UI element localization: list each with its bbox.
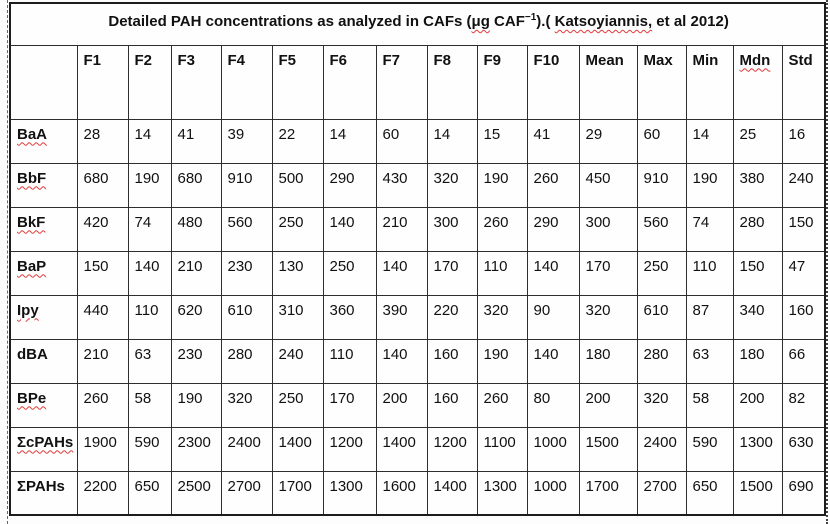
data-cell: 150	[77, 251, 128, 295]
data-cell: 66	[782, 339, 825, 383]
data-cell: 610	[637, 295, 686, 339]
data-cell: 320	[221, 383, 272, 427]
data-cell: 390	[376, 295, 427, 339]
row-label-cell	[10, 471, 77, 515]
data-cell: 22	[272, 119, 323, 163]
data-cell: 1000	[527, 471, 579, 515]
data-cell: 1700	[579, 471, 637, 515]
data-cell: 140	[323, 207, 376, 251]
column-header-label: Mdn	[739, 51, 771, 69]
data-cell: 250	[272, 383, 323, 427]
data-cell: 180	[733, 339, 782, 383]
data-cell: 63	[686, 339, 733, 383]
column-header-label: F9	[483, 51, 502, 69]
table-body	[10, 119, 825, 515]
data-cell: 170	[579, 251, 637, 295]
data-cell: 280	[637, 339, 686, 383]
table-row	[10, 427, 825, 471]
data-cell: 60	[637, 119, 686, 163]
data-cell: 2200	[77, 471, 128, 515]
title-superscript: −1	[524, 12, 537, 23]
data-cell: 250	[272, 207, 323, 251]
data-cell: 420	[77, 207, 128, 251]
data-cell: 1900	[77, 427, 128, 471]
data-cell: 180	[579, 339, 637, 383]
data-cell: 560	[637, 207, 686, 251]
data-cell: 380	[733, 163, 782, 207]
data-cell: 480	[171, 207, 221, 251]
data-cell: 320	[579, 295, 637, 339]
data-cell: 60	[376, 119, 427, 163]
table-row	[10, 207, 825, 251]
data-cell: 290	[527, 207, 579, 251]
column-header-label: F2	[134, 51, 153, 69]
row-label-cell	[10, 383, 77, 427]
data-cell: 250	[323, 251, 376, 295]
table-row	[10, 471, 825, 515]
data-cell: 110	[477, 251, 527, 295]
row-label: dBA	[17, 345, 48, 363]
column-header-label: F8	[433, 51, 452, 69]
row-label: BaA	[17, 125, 48, 143]
header-row	[10, 45, 825, 119]
data-cell: 430	[376, 163, 427, 207]
data-cell: 300	[579, 207, 637, 251]
data-cell: 28	[77, 119, 128, 163]
data-cell: 160	[427, 383, 477, 427]
row-label-cell	[10, 163, 77, 207]
data-cell: 910	[221, 163, 272, 207]
column-header-label: F6	[329, 51, 348, 69]
data-cell: 160	[782, 295, 825, 339]
row-label-cell	[10, 251, 77, 295]
data-cell: 240	[782, 163, 825, 207]
data-cell: 1200	[427, 427, 477, 471]
data-cell: 200	[733, 383, 782, 427]
data-cell: 650	[128, 471, 171, 515]
column-header-f10	[527, 45, 579, 119]
column-header-f5	[272, 45, 323, 119]
column-header-label: F5	[278, 51, 297, 69]
data-cell: 41	[171, 119, 221, 163]
data-cell: 1400	[376, 427, 427, 471]
column-header-label: Min	[692, 51, 719, 69]
row-label: BPe	[17, 389, 47, 407]
data-cell: 47	[782, 251, 825, 295]
row-label: BaP	[17, 257, 47, 275]
data-cell: 110	[323, 339, 376, 383]
column-header-label: Max	[643, 51, 673, 69]
table-row	[10, 251, 825, 295]
data-cell: 190	[477, 163, 527, 207]
data-cell: 680	[171, 163, 221, 207]
data-cell: 14	[323, 119, 376, 163]
data-cell: 260	[77, 383, 128, 427]
data-cell: 200	[376, 383, 427, 427]
data-cell: 130	[272, 251, 323, 295]
column-header-f9	[477, 45, 527, 119]
column-header-max	[637, 45, 686, 119]
data-cell: 1300	[733, 427, 782, 471]
column-header-label: F3	[177, 51, 196, 69]
data-cell: 58	[686, 383, 733, 427]
data-cell: 2300	[171, 427, 221, 471]
data-cell: 190	[171, 383, 221, 427]
data-cell: 29	[579, 119, 637, 163]
column-header-mean	[579, 45, 637, 119]
data-cell: 14	[686, 119, 733, 163]
data-cell: 2500	[171, 471, 221, 515]
data-cell: 560	[221, 207, 272, 251]
data-cell: 190	[686, 163, 733, 207]
data-cell: 1300	[323, 471, 376, 515]
title-citation: Katsoyiannis,	[554, 13, 653, 30]
data-cell: 500	[272, 163, 323, 207]
data-cell: 90	[527, 295, 579, 339]
data-cell: 620	[171, 295, 221, 339]
data-cell: 220	[427, 295, 477, 339]
data-cell: 15	[477, 119, 527, 163]
column-header-f2	[128, 45, 171, 119]
row-label-cell	[10, 119, 77, 163]
title-text: Detailed PAH concentrations as analyzed in CAFs (	[108, 13, 472, 30]
data-cell: 450	[579, 163, 637, 207]
data-cell: 170	[323, 383, 376, 427]
table-row	[10, 119, 825, 163]
data-cell: 200	[579, 383, 637, 427]
data-cell: 25	[733, 119, 782, 163]
data-cell: 690	[782, 471, 825, 515]
data-cell: 2700	[637, 471, 686, 515]
data-cell: 1400	[427, 471, 477, 515]
data-cell: 260	[477, 383, 527, 427]
data-cell: 16	[782, 119, 825, 163]
data-cell: 190	[477, 339, 527, 383]
title-suffix: et al 2012)	[652, 13, 729, 30]
data-cell: 290	[323, 163, 376, 207]
data-cell: 340	[733, 295, 782, 339]
data-cell: 2400	[221, 427, 272, 471]
data-cell: 650	[686, 471, 733, 515]
column-header-label: Std	[788, 51, 813, 69]
data-cell: 630	[782, 427, 825, 471]
column-header-f4	[221, 45, 272, 119]
column-header-std	[782, 45, 825, 119]
corner-cell	[10, 45, 77, 119]
data-cell: 140	[376, 251, 427, 295]
data-cell: 63	[128, 339, 171, 383]
data-cell: 360	[323, 295, 376, 339]
data-cell: 230	[171, 339, 221, 383]
table-row	[10, 383, 825, 427]
data-cell: 680	[77, 163, 128, 207]
data-cell: 1300	[477, 471, 527, 515]
data-cell: 280	[221, 339, 272, 383]
data-cell: 590	[128, 427, 171, 471]
table-row	[10, 295, 825, 339]
data-cell: 110	[686, 251, 733, 295]
data-cell: 150	[782, 207, 825, 251]
data-cell: 280	[733, 207, 782, 251]
row-label: ΣcPAHs	[17, 433, 74, 451]
column-header-f8	[427, 45, 477, 119]
data-cell: 910	[637, 163, 686, 207]
column-header-label: F10	[533, 51, 560, 69]
data-cell: 320	[427, 163, 477, 207]
data-cell: 140	[376, 339, 427, 383]
data-cell: 87	[686, 295, 733, 339]
data-cell: 1500	[733, 471, 782, 515]
data-cell: 2700	[221, 471, 272, 515]
data-cell: 250	[637, 251, 686, 295]
data-cell: 240	[272, 339, 323, 383]
data-cell: 82	[782, 383, 825, 427]
column-header-label: F4	[227, 51, 246, 69]
data-cell: 80	[527, 383, 579, 427]
data-cell: 1400	[272, 427, 323, 471]
text-boundary-right	[826, 0, 828, 524]
row-label: BbF	[17, 169, 47, 187]
data-cell: 170	[427, 251, 477, 295]
data-cell: 58	[128, 383, 171, 427]
data-cell: 140	[128, 251, 171, 295]
title-row	[10, 3, 825, 45]
column-header-f7	[376, 45, 427, 119]
data-cell: 1200	[323, 427, 376, 471]
data-cell: 1000	[527, 427, 579, 471]
title-mid: CAF	[489, 13, 525, 30]
data-cell: 210	[376, 207, 427, 251]
column-header-f1	[77, 45, 128, 119]
data-cell: 74	[128, 207, 171, 251]
row-label-cell	[10, 427, 77, 471]
data-cell: 260	[527, 163, 579, 207]
data-cell: 230	[221, 251, 272, 295]
data-cell: 140	[527, 339, 579, 383]
data-cell: 150	[733, 251, 782, 295]
row-label-cell	[10, 339, 77, 383]
data-cell: 260	[477, 207, 527, 251]
column-header-f6	[323, 45, 376, 119]
table-title	[10, 3, 825, 45]
data-cell: 140	[527, 251, 579, 295]
column-header-mdn	[733, 45, 782, 119]
column-header-min	[686, 45, 733, 119]
title-after-sup: ).(	[536, 13, 555, 30]
data-cell: 39	[221, 119, 272, 163]
row-label-cell	[10, 207, 77, 251]
column-header-label: F1	[83, 51, 102, 69]
data-cell: 440	[77, 295, 128, 339]
data-cell: 41	[527, 119, 579, 163]
title-unit: μg	[471, 13, 490, 30]
data-cell: 1600	[376, 471, 427, 515]
data-cell: 190	[128, 163, 171, 207]
data-cell: 1700	[272, 471, 323, 515]
row-label: Ipy	[17, 301, 39, 319]
row-label-cell	[10, 295, 77, 339]
row-label: BkF	[17, 213, 46, 231]
data-cell: 320	[637, 383, 686, 427]
data-cell: 110	[128, 295, 171, 339]
row-label: ΣPAHs	[17, 477, 65, 495]
data-cell: 2400	[637, 427, 686, 471]
pah-concentration-table	[9, 2, 826, 516]
column-header-f3	[171, 45, 221, 119]
data-cell: 14	[128, 119, 171, 163]
data-cell: 14	[427, 119, 477, 163]
data-cell: 310	[272, 295, 323, 339]
text-boundary-left	[7, 0, 8, 524]
data-cell: 320	[477, 295, 527, 339]
column-header-label: F7	[382, 51, 401, 69]
data-cell: 210	[171, 251, 221, 295]
data-cell: 610	[221, 295, 272, 339]
data-cell: 1100	[477, 427, 527, 471]
column-header-label: Mean	[585, 51, 624, 69]
data-cell: 1500	[579, 427, 637, 471]
table-row	[10, 163, 825, 207]
data-cell: 210	[77, 339, 128, 383]
data-cell: 160	[427, 339, 477, 383]
data-cell: 300	[427, 207, 477, 251]
data-cell: 590	[686, 427, 733, 471]
data-cell: 74	[686, 207, 733, 251]
table-row	[10, 339, 825, 383]
